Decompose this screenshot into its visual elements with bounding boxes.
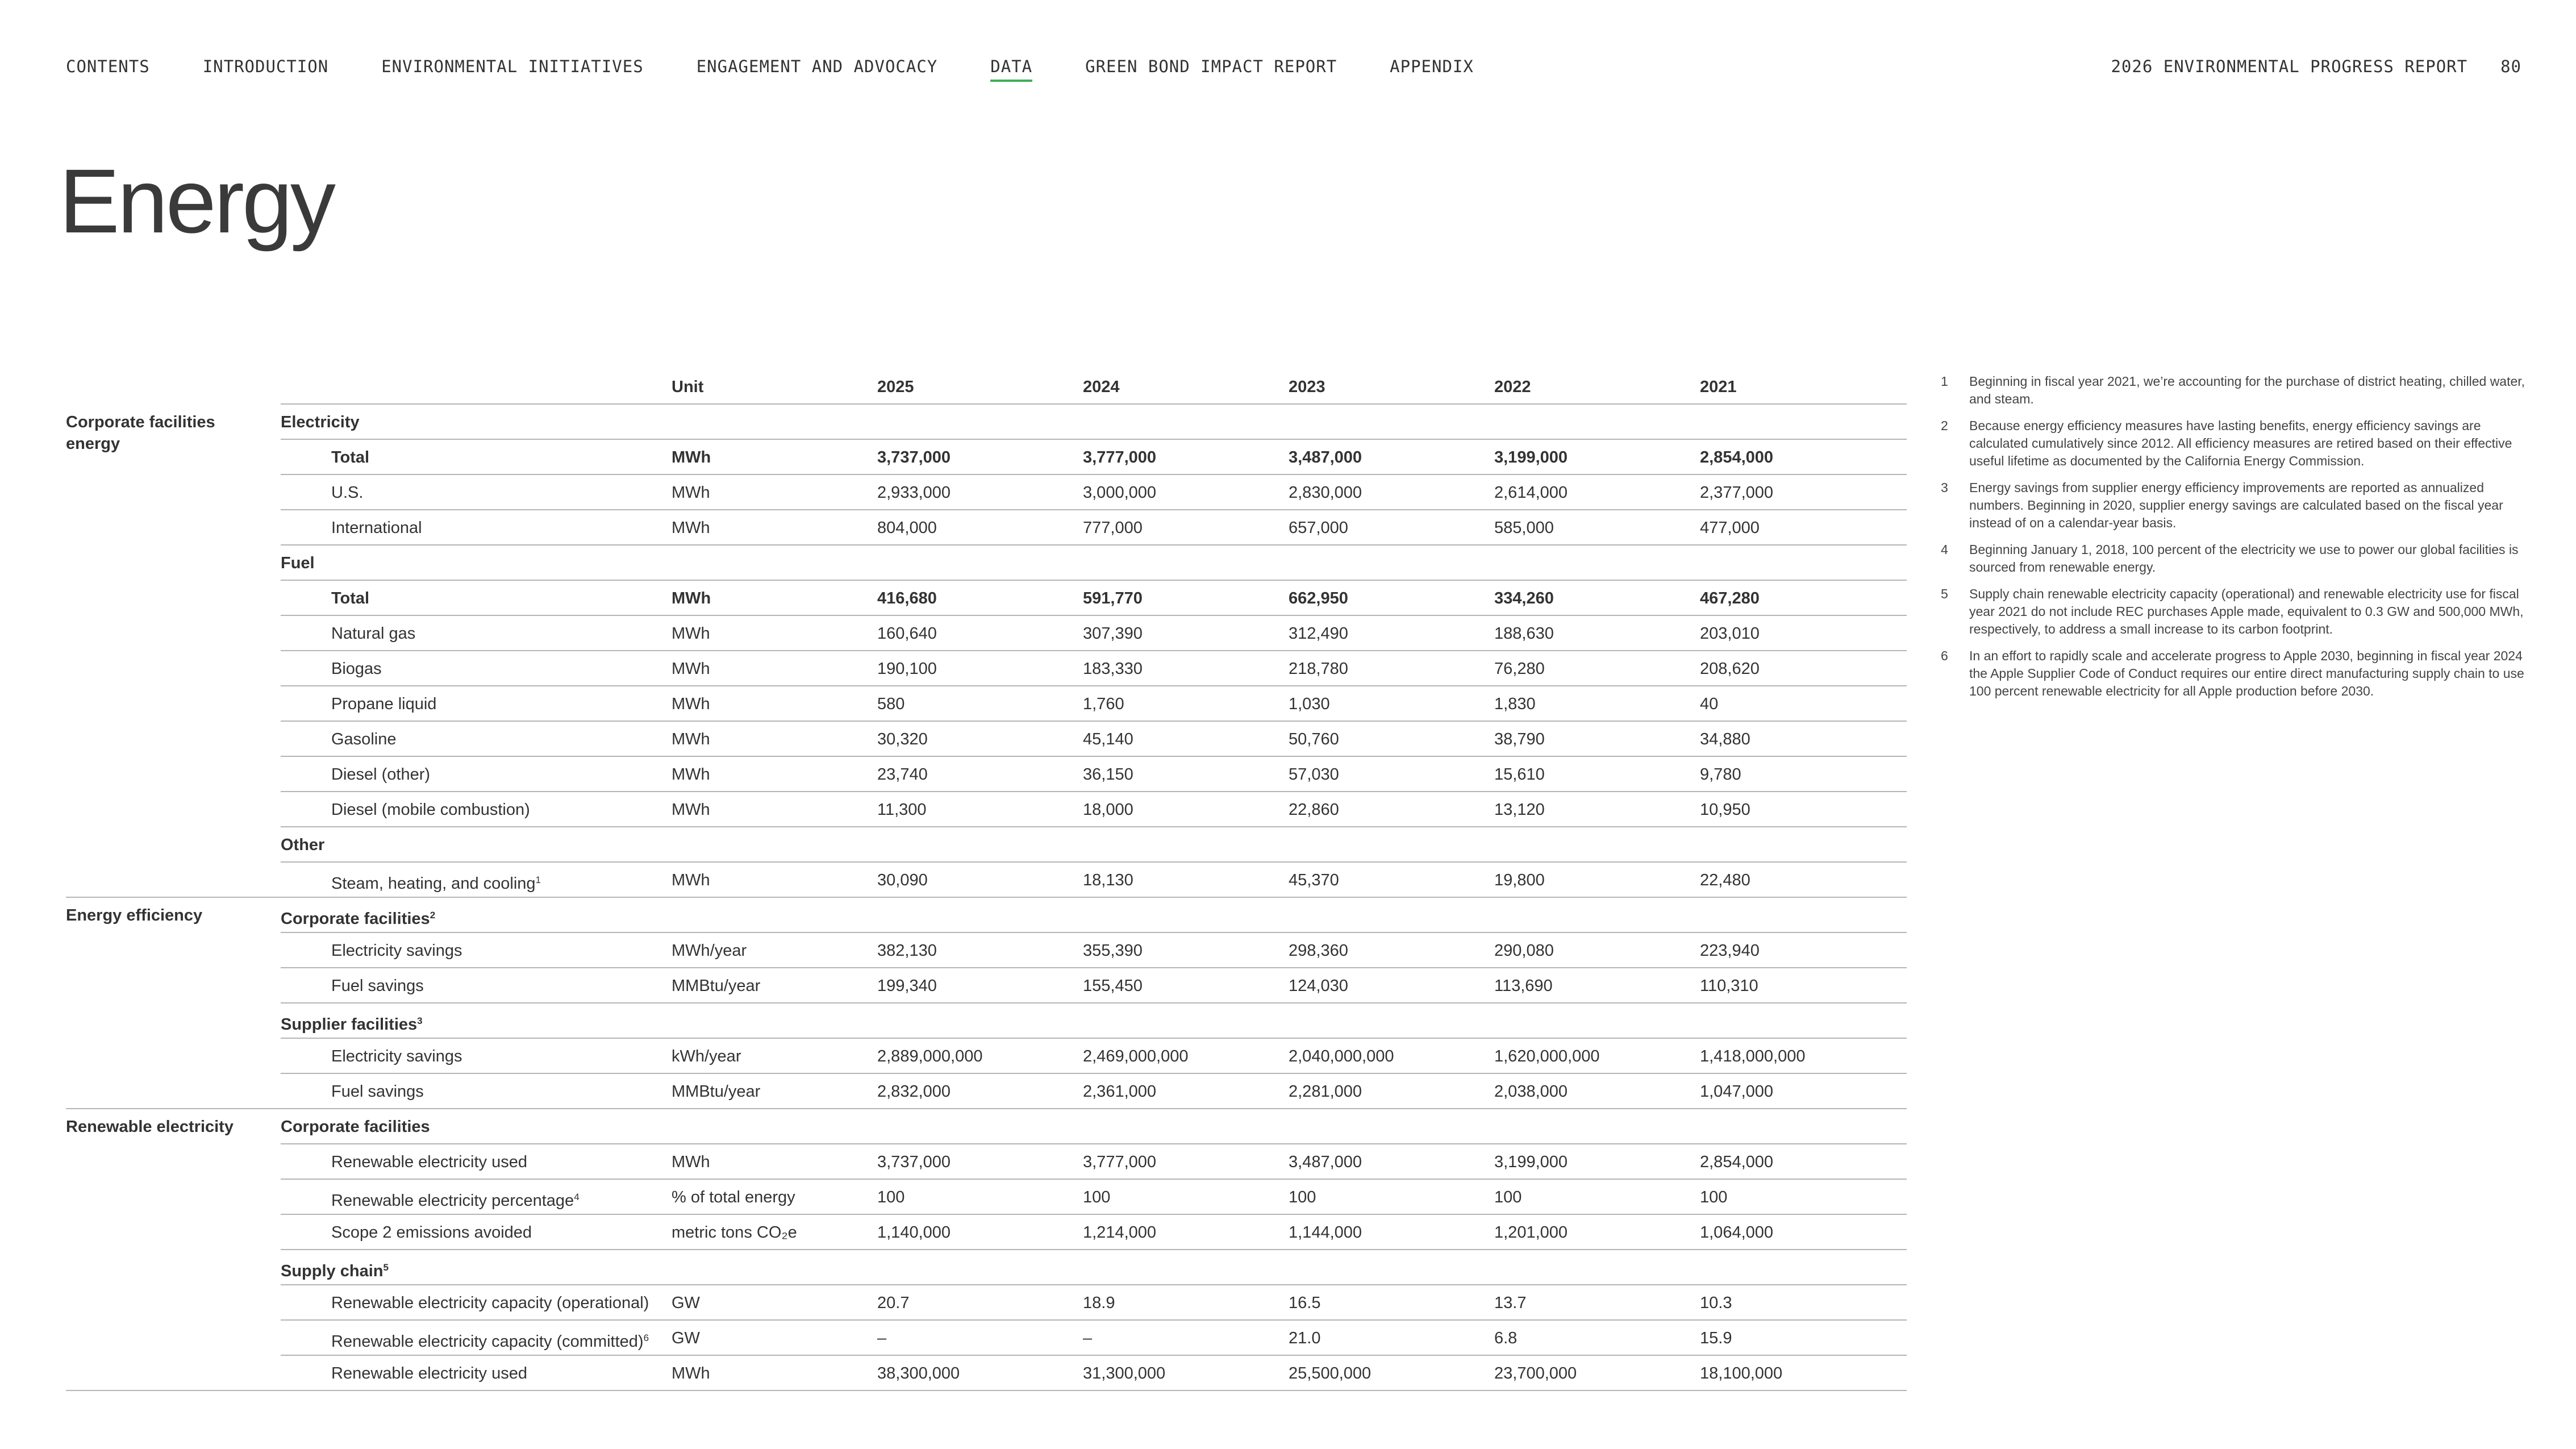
value-cell: 20.7 [877,1294,910,1312]
value-cell: 76,280 [1494,660,1545,678]
value-cell: 382,130 [877,942,937,960]
value-cell: 804,000 [877,519,937,537]
row-label-text: Fuel savings [331,977,424,995]
row-label-text: Steam, heating, and cooling [331,875,536,893]
value-cell: 199,340 [877,977,937,995]
year-column-header: 2023 [1289,378,1325,396]
row-label-text: Electricity savings [331,942,462,960]
value-cell: 100 [1700,1188,1728,1206]
row-label-text: Total [331,448,370,467]
table-row [66,792,1907,827]
value-cell: 580 [877,695,905,713]
footnote [1941,479,2527,532]
value-cell: 155,450 [1083,977,1143,995]
footnote-number: 2 [1941,418,1948,433]
table-group-row [66,898,1907,933]
value-cell: 100 [1494,1188,1522,1206]
table-row [66,1039,1907,1074]
table-row [66,616,1907,651]
value-cell: 657,000 [1289,519,1348,537]
table-row [66,1285,1907,1321]
table-row [66,686,1907,722]
value-cell: 18.9 [1083,1294,1115,1312]
energy-data-table [66,369,1907,1391]
value-cell: 1,620,000,000 [1494,1047,1600,1065]
unit-cell: MWh [672,484,710,502]
row-label-text: Diesel (other) [331,765,431,784]
row-label-text: Renewable electricity capacity (committed) [331,1333,644,1351]
row-label-text: U.S. [331,484,364,502]
value-cell: 16.5 [1289,1294,1321,1312]
unit-cell: MWh [672,589,711,607]
row-label-text: Gasoline [331,730,397,748]
value-cell: 110,310 [1700,977,1758,995]
unit-column-header: Unit [672,378,704,396]
value-cell: 100 [1083,1188,1111,1206]
table-row [66,1215,1907,1250]
footnote-number: 6 [1941,648,1948,663]
table-row [66,475,1907,510]
unit-cell: MWh [672,765,710,784]
value-cell: 25,500,000 [1289,1364,1372,1383]
row-label [331,1285,649,1321]
table-row [66,863,1907,898]
group-label [281,1004,423,1042]
footnote-ref: 5 [383,1262,389,1273]
value-cell: 23,700,000 [1494,1364,1577,1383]
value-cell: 160,640 [877,624,937,643]
footnote-ref: 6 [643,1333,649,1343]
value-cell: 218,780 [1289,660,1348,678]
unit-cell: MWh [672,519,710,537]
table-group-row [66,1109,1907,1144]
table-row [66,757,1907,792]
row-label-text: Fuel savings [331,1082,424,1101]
value-cell: 3,487,000 [1289,448,1362,467]
row-label [331,1074,424,1109]
row-label [331,581,369,616]
value-cell: 34,880 [1700,730,1750,748]
unit-cell: metric tons CO₂e [672,1223,797,1242]
value-cell: 9,780 [1700,765,1741,784]
value-cell: 662,950 [1289,589,1348,607]
row-label [331,1356,527,1391]
row-label [331,933,462,968]
value-cell: 188,630 [1494,624,1554,643]
group-label-text: Corporate facilities [281,1118,430,1136]
row-label [331,1144,527,1180]
footnote [1941,585,2527,638]
row-label [331,475,363,510]
row-label [331,1180,580,1218]
row-label-text: Total [331,589,370,607]
footnote-text: Supply chain renewable electricity capacity (operational) and renewable electricity use for fiscal year 2021 do not include REC purchases Apple made, equivalent to 0.3 GW and 500,000 MWh, respectively, to address a small increase to its carbon footprint. [1969,586,2524,636]
table-row [66,510,1907,546]
value-cell: 416,680 [877,589,937,607]
table-row [66,1074,1907,1109]
value-cell: 15.9 [1700,1329,1732,1347]
value-cell: 3,487,000 [1289,1153,1362,1171]
unit-cell: MWh [672,801,710,819]
value-cell: 585,000 [1494,519,1554,537]
footnote-number: 3 [1941,480,1948,495]
value-cell: 1,418,000,000 [1700,1047,1806,1065]
row-label-text: Natural gas [331,624,416,643]
table-row [66,440,1907,475]
group-label-text: Supplier facilities [281,1015,418,1034]
group-label [281,1109,430,1144]
footnote-ref: 3 [417,1015,423,1026]
value-cell: 38,300,000 [877,1364,960,1383]
footnote [1941,417,2527,470]
table-row [66,968,1907,1004]
table-row [66,1321,1907,1356]
row-label-text: Diesel (mobile combustion) [331,801,530,819]
value-cell: 312,490 [1289,624,1348,643]
value-cell: 11,300 [877,801,927,819]
row-label [331,510,422,546]
year-column-header: 2022 [1494,378,1531,396]
nav-list [66,57,1527,82]
value-cell: 100 [877,1188,905,1206]
unit-cell: kWh/year [672,1047,741,1065]
unit-cell: GW [672,1294,700,1312]
value-cell: 1,830 [1494,695,1536,713]
table-group-row [66,1004,1907,1039]
value-cell: 6.8 [1494,1329,1518,1347]
table-group-row [66,546,1907,581]
value-cell: 15,610 [1494,765,1545,784]
value-cell: 3,199,000 [1494,448,1568,467]
year-column-header: 2025 [877,378,914,396]
value-cell: 1,214,000 [1083,1223,1157,1242]
value-cell: 3,737,000 [877,1153,951,1171]
footnote-ref: 1 [535,875,541,885]
group-label [281,546,315,581]
value-cell: 591,770 [1083,589,1143,607]
footnote-text: Because energy efficiency measures have lasting benefits, energy efficiency savings are calculated cumulatively since 2012. All efficiency measures are retired based on their effective useful lifetime as documented by the California Energy Commission. [1969,418,2512,468]
row-label [331,968,424,1004]
value-cell: 50,760 [1289,730,1339,748]
page-number: 80 [2500,57,2521,76]
value-cell: 18,100,000 [1700,1364,1783,1383]
value-cell: 2,832,000 [877,1082,951,1101]
value-cell: 45,370 [1289,871,1339,889]
value-cell: 3,000,000 [1083,484,1157,502]
group-label-text: Corporate facilities [281,910,430,928]
value-cell: 22,480 [1700,871,1750,889]
group-label [281,898,435,936]
unit-cell: MWh [672,695,710,713]
value-cell: 2,614,000 [1494,484,1568,502]
row-label-text: Renewable electricity used [331,1153,527,1171]
value-cell: 2,469,000,000 [1083,1047,1189,1065]
value-cell: 1,201,000 [1494,1223,1568,1242]
value-cell: 777,000 [1083,519,1143,537]
row-label [331,1321,649,1359]
footnote-number: 5 [1941,586,1948,601]
footnote [1941,647,2527,700]
value-cell: 19,800 [1494,871,1545,889]
table-row [66,722,1907,757]
value-cell: 1,030 [1289,695,1330,713]
value-cell: 2,854,000 [1700,448,1774,467]
unit-cell: MWh [672,660,710,678]
value-cell: 113,690 [1494,977,1553,995]
unit-cell: MWh [672,730,710,748]
value-cell: 31,300,000 [1083,1364,1166,1383]
row-label [331,792,530,827]
value-cell: 298,360 [1289,942,1348,960]
value-cell: 23,740 [877,765,928,784]
nav-item-appendix[interactable]: APPENDIX [1390,57,1474,76]
unit-cell: GW [672,1329,700,1347]
table-row [66,1356,1907,1391]
value-cell: 21.0 [1289,1329,1321,1347]
row-label [331,863,541,901]
row-label-text: Renewable electricity used [331,1364,527,1383]
row-label [331,757,430,792]
unit-cell: MMBtu/year [672,1082,761,1101]
nav-item-green-bond-impact-report[interactable]: GREEN BOND IMPACT REPORT [1085,57,1337,76]
nav-item-environmental-initiatives[interactable]: ENVIRONMENTAL INITIATIVES [381,57,644,76]
unit-cell: MWh [672,624,710,643]
value-cell: 355,390 [1083,942,1143,960]
value-cell: 45,140 [1083,730,1133,748]
value-cell: 2,040,000,000 [1289,1047,1394,1065]
value-cell: 1,144,000 [1289,1223,1362,1242]
nav-item-introduction[interactable]: INTRODUCTION [202,57,329,76]
unit-cell: MWh [672,1364,710,1383]
report-header [2111,57,2521,76]
footnote-ref: 2 [430,910,436,921]
group-label [281,1250,389,1289]
value-cell: 18,130 [1083,871,1133,889]
value-cell: 467,280 [1700,589,1760,607]
value-cell: 183,330 [1083,660,1143,678]
footnote-text: Energy savings from supplier energy efficiency improvements are reported as annualized numbers. Beginning in 2020, supplier energy savings are calculated based on the fiscal year instead of on a calendar-year basis. [1969,480,2503,530]
value-cell: 2,377,000 [1700,484,1774,502]
value-cell: 1,064,000 [1700,1223,1774,1242]
group-label [281,827,324,863]
row-label-text: Scope 2 emissions avoided [331,1223,532,1242]
footnote-number: 1 [1941,374,1948,389]
section-label: Corporate facilities energy [66,413,215,453]
group-label-text: Supply chain [281,1262,384,1280]
table-header-row [66,369,1907,405]
value-cell: 2,830,000 [1289,484,1362,502]
value-cell: 100 [1289,1188,1316,1206]
row-label-text: International [331,519,422,537]
value-cell: 40 [1700,695,1719,713]
value-cell: 10.3 [1700,1294,1732,1312]
value-cell: 2,854,000 [1700,1153,1774,1171]
unit-cell: % of total energy [672,1188,795,1206]
value-cell: 307,390 [1083,624,1143,643]
value-cell: 208,620 [1700,660,1760,678]
value-cell: 30,090 [877,871,928,889]
row-label-text: Propane liquid [331,695,437,713]
footnote-ref: 4 [574,1192,580,1202]
value-cell: 3,737,000 [877,448,951,467]
table-row [66,581,1907,616]
row-label [331,686,436,722]
row-label [331,1039,462,1074]
footnote-text: Beginning January 1, 2018, 100 percent of the electricity we use to power our global facilities is sourced from renewable energy. [1969,542,2519,574]
table-group-row [66,405,1907,453]
value-cell: 3,777,000 [1083,448,1157,467]
section-label: Renewable electricity [66,1118,234,1136]
row-label [331,722,396,757]
table-row [66,1144,1907,1180]
unit-cell: MWh [672,448,711,467]
value-cell: 57,030 [1289,765,1339,784]
value-cell: 1,047,000 [1700,1082,1774,1101]
group-label-text: Other [281,836,325,854]
footnote-text: Beginning in fiscal year 2021, we’re accounting for the purchase of district heating, chilled water, and steam. [1969,374,2525,406]
value-cell: 3,777,000 [1083,1153,1157,1171]
table-row [66,651,1907,686]
value-cell: 1,760 [1083,695,1124,713]
year-column-header: 2021 [1700,378,1737,396]
footnote [1941,373,2527,408]
value-cell: 3,199,000 [1494,1153,1568,1171]
row-label [331,651,382,686]
value-cell: 2,889,000,000 [877,1047,983,1065]
value-cell: 290,080 [1494,942,1554,960]
value-cell: 13.7 [1494,1294,1527,1312]
group-label-text: Electricity [281,413,360,431]
row-label [331,440,369,475]
unit-cell: MWh [672,1153,710,1171]
value-cell: 223,940 [1700,942,1760,960]
footnotes [1941,373,2527,709]
table-group-row [66,827,1907,863]
section-label: Energy efficiency [66,906,203,925]
value-cell: 2,361,000 [1083,1082,1157,1101]
nav-item-contents[interactable]: CONTENTS [66,57,150,76]
table-row [66,933,1907,968]
nav-item-data[interactable]: DATA [990,57,1032,82]
row-label-text: Renewable electricity capacity (operational) [331,1294,649,1312]
value-cell: 10,950 [1700,801,1750,819]
value-cell: 2,933,000 [877,484,951,502]
value-cell: 2,281,000 [1289,1082,1362,1101]
row-label-text: Biogas [331,660,382,678]
group-label-text: Fuel [281,554,315,572]
value-cell: 38,790 [1494,730,1545,748]
table-row [66,1180,1907,1215]
value-cell: 36,150 [1083,765,1133,784]
top-navigation [66,57,2521,91]
value-cell: 13,120 [1494,801,1545,819]
footnote [1941,541,2527,576]
value-cell: 477,000 [1700,519,1760,537]
value-cell: 2,038,000 [1494,1082,1568,1101]
row-label [331,616,415,651]
footnote-number: 4 [1941,542,1948,557]
page-title: Energy [59,150,334,252]
report-title: 2026 ENVIRONMENTAL PROGRESS REPORT [2111,57,2468,76]
value-cell: 1,140,000 [877,1223,951,1242]
row-label-text: Electricity savings [331,1047,462,1065]
unit-cell: MWh [672,871,710,889]
value-cell: 334,260 [1494,589,1554,607]
row-divider [66,1390,1907,1391]
unit-cell: MMBtu/year [672,977,761,995]
row-label [331,1215,532,1250]
value-cell: 190,100 [877,660,937,678]
year-column-header: 2024 [1083,378,1120,396]
value-cell: 22,860 [1289,801,1339,819]
value-cell: 124,030 [1289,977,1348,995]
value-cell: – [877,1329,887,1347]
value-cell: – [1083,1329,1093,1347]
row-label-text: Renewable electricity percentage [331,1192,574,1210]
unit-cell: MWh/year [672,942,747,960]
table-group-row [66,1250,1907,1285]
value-cell: 30,320 [877,730,928,748]
group-label [281,405,360,440]
nav-item-engagement-and-advocacy[interactable]: ENGAGEMENT AND ADVOCACY [696,57,938,76]
value-cell: 203,010 [1700,624,1760,643]
value-cell: 18,000 [1083,801,1133,819]
footnote-text: In an effort to rapidly scale and accelerate progress to Apple 2030, beginning in fiscal year 2024 the Apple Supplier Code of Conduct requires our entire direct manufacturing supply chain to use 100 percent renewable electricity for all Apple production before 2030. [1969,648,2524,698]
